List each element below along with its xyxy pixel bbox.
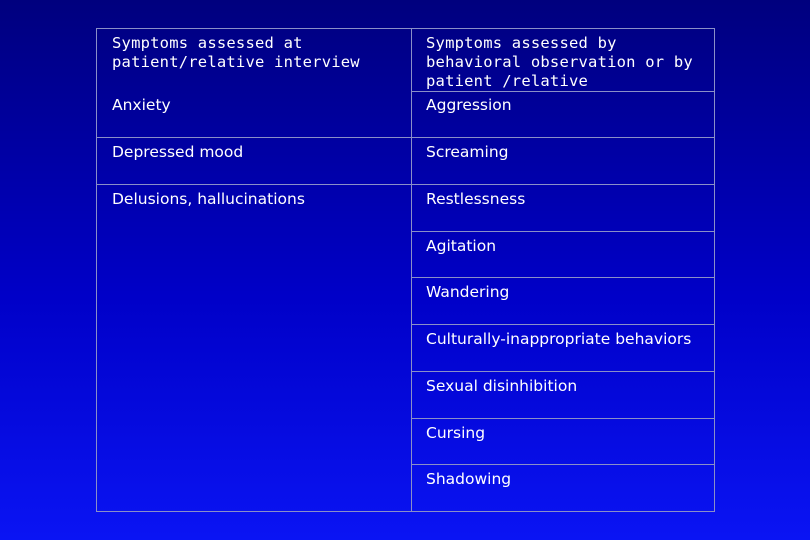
row-divider [411,464,714,465]
table-cell-right: Shadowing [426,470,512,488]
table-cell-right: Aggression [426,96,512,114]
row-divider [411,184,714,185]
header-left-line1: Symptoms assessed at [112,34,303,52]
column-divider [411,29,412,511]
table-cell-right: Restlessness [426,190,526,208]
table-cell-right: Wandering [426,283,510,301]
row-divider [411,371,714,372]
row-divider [411,324,714,325]
table-cell-right: Screaming [426,143,509,161]
row-divider [411,91,714,92]
row-divider [411,418,714,419]
header-right [426,34,693,91]
symptoms-table [96,28,715,512]
row-divider [97,137,411,138]
table-cell-left: Delusions, hallucinations [112,190,305,208]
header-left [112,34,360,72]
row-divider [411,231,714,232]
row-divider [97,184,411,185]
table-cell-right: Sexual disinhibition [426,377,578,395]
row-divider [411,277,714,278]
table-cell-right: Cursing [426,424,486,442]
header-right-line3: patient /relative [426,72,589,90]
table-cell-left: Depressed mood [112,143,244,161]
table-cell-right: Agitation [426,237,497,255]
header-right-line1: Symptoms assessed by [426,34,617,52]
row-divider [411,137,714,138]
table-cell-left: Anxiety [112,96,171,114]
header-right-line2: behavioral observation or by [426,53,693,71]
table-cell-right: Culturally-inappropriate behaviors [426,330,692,348]
header-left-line2: patient/relative interview [112,53,360,71]
